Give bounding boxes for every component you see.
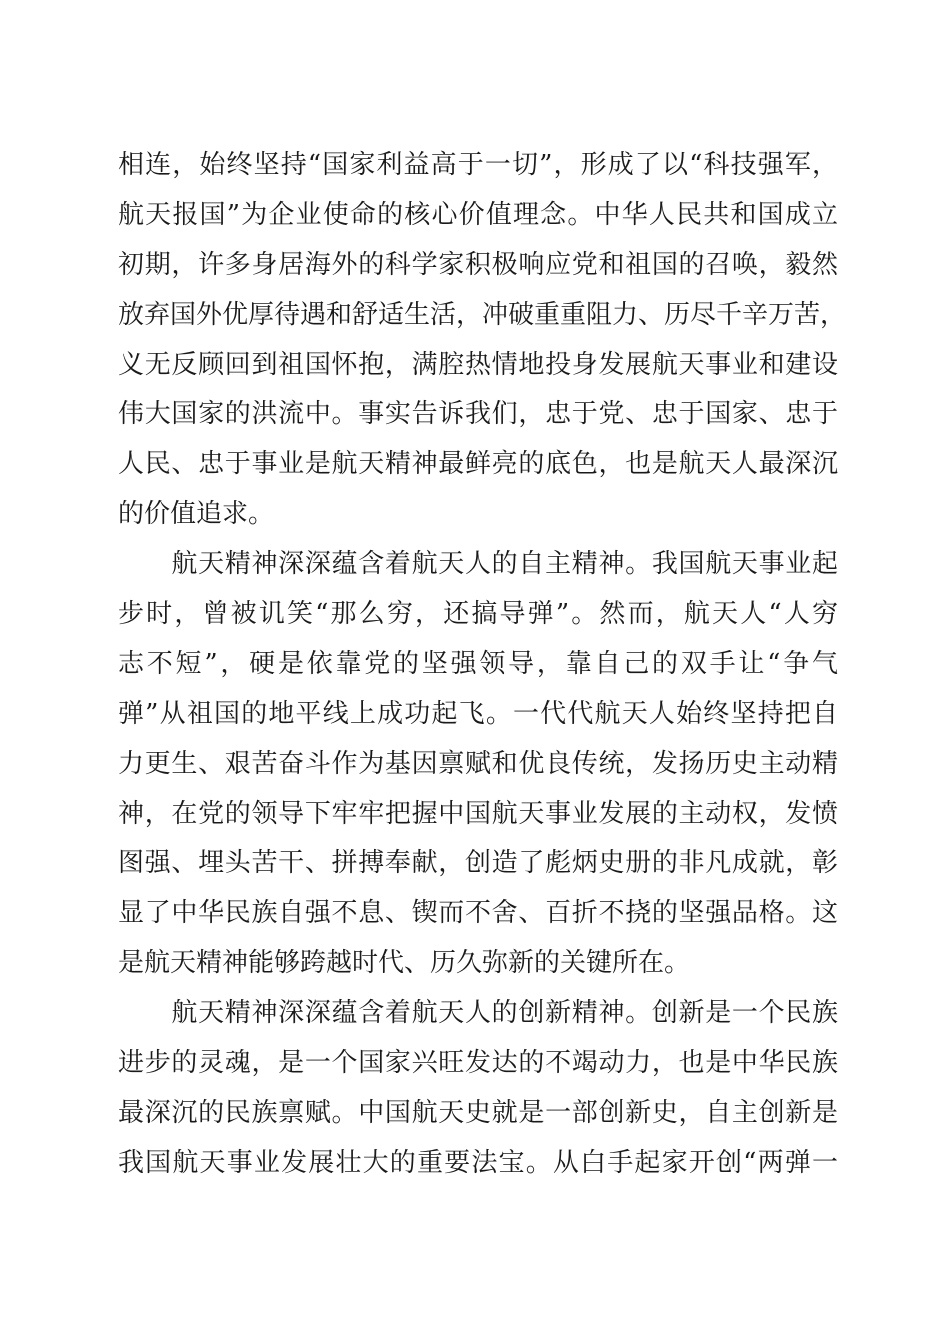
text-line: 进步的灵魂，是一个国家兴旺发达的不竭动力，也是中华民族 (118, 1048, 838, 1079)
text-line: 义无反顾回到祖国怀抱，满腔热情地投身发展航天事业和建设 (118, 349, 838, 380)
text-line: 我国航天事业发展壮大的重要法宝。从白手起家开创“两弹一 (118, 1147, 838, 1178)
text-line: 步时，曾被讥笑“那么穷，还搞导弹”。然而，航天人“人穷 (118, 599, 838, 630)
text-line: 相连，始终坚持“国家利益高于一切”，形成了以“科技强军， (118, 150, 838, 180)
text-line: 航天精神深深蕴含着航天人的创新精神。创新是一个民族 (118, 998, 838, 1029)
text-line: 的价值追求。 (118, 499, 275, 530)
text-line: 弹”从祖国的地平线上成功起飞。一代代航天人始终坚持把自 (118, 698, 838, 729)
text-line: 初期，许多身居海外的科学家积极响应党和祖国的召唤，毅然 (118, 249, 838, 280)
text-line: 伟大国家的洪流中。事实告诉我们，忠于党、忠于国家、忠于 (118, 399, 838, 430)
text-line: 图强、埋头苦干、拼搏奉献，创造了彪炳史册的非凡成就，彰 (118, 848, 838, 879)
text-line: 航天报国”为企业使命的核心价值理念。中华人民共和国成立 (118, 199, 838, 230)
text-line: 志不短”，硬是依靠党的坚强领导，靠自己的双手让“争气 (118, 648, 838, 679)
text-line: 显了中华民族自强不息、锲而不舍、百折不挠的坚强品格。这 (118, 898, 838, 929)
text-line: 人民、忠于事业是航天精神最鲜亮的底色，也是航天人最深沉 (118, 449, 838, 480)
text-line: 神，在党的领导下牢牢把握中国航天事业发展的主动权，发愤 (118, 798, 838, 829)
text-line: 航天精神深深蕴含着航天人的自主精神。我国航天事业起 (118, 549, 838, 580)
text-line: 力更生、艰苦奋斗作为基因禀赋和优良传统，发扬历史主动精 (118, 748, 838, 779)
body-text (118, 141, 847, 1189)
text-line: 是航天精神能够跨越时代、历久弥新的关键所在。 (118, 948, 691, 979)
text-line: 放弃国外优厚待遇和舒适生活，冲破重重阻力、历尽千辛万苦， (118, 299, 847, 330)
text-line: 最深沉的民族禀赋。中国航天史就是一部创新史，自主创新是 (118, 1097, 838, 1128)
